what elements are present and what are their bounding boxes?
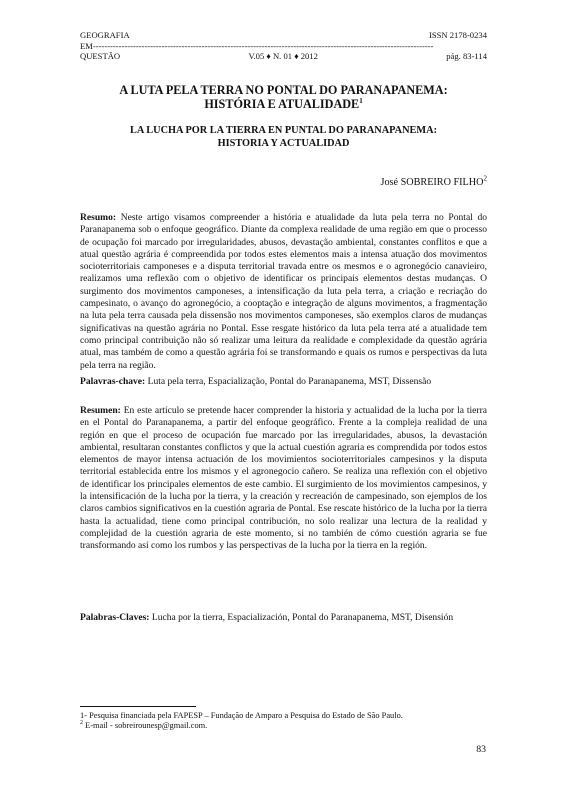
- keywords-portuguese: [80, 376, 487, 388]
- resumen-label: Resumen:: [80, 405, 121, 416]
- journal-name-line1: GEOGRAFIA: [80, 30, 130, 40]
- keywords-label: Palavras-chave:: [80, 376, 146, 387]
- footnote-divider: [80, 706, 196, 707]
- author: [380, 174, 487, 188]
- article-subtitle: [80, 124, 487, 150]
- footnote-2: [80, 721, 487, 731]
- footnote-2-mark: 2: [80, 720, 83, 727]
- subtitle-line2: HISTORIA Y ACTUALIDAD: [217, 138, 350, 149]
- title-line2: HISTÓRIA E ATUALIDADE: [204, 97, 360, 111]
- footnote-1: 1- Pesquisa financiada pela FAPESP – Fundação de Amparo a Pesquisa do Estado de São Paulo.: [80, 711, 403, 720]
- abstract-portuguese: [80, 212, 487, 372]
- resumen-text: En este artículo se pretende hacer comprender la historia y actualidad de la lucha por la tierra en el Pontal do Paranapanema, a partir del enfoque geográfico. Frente a la compleja realidad de una región en que el proceso de ocupación fue marcado por las irregularidades, abusos, la devastación ambiental, resultaran constantes conflictos y que la actual cuestión agraria es comprendida por todos estos elementos de mayor intensa actuación de los movimientos socioterritoriales campesinos y la disputa territorial establecida entre los mismos y el agronegocio cañero. Se realiza una reflexión con el objetivo de identificar los principales elementos de este cambio. El surgimiento de los movimientos campesinos, y la intensificación de la lucha por la tierra, y la creación y recreación de campesinado, son ejemplos de los claros cambios significativos en la cuestión agraria de Pontal. Ese rescate histórico de la lucha por la tierra hasta la actualidad, tiene como principal contribución, no solo realizar una lectura de la realidad y complejidad de la cuestión agraria de este momento, si no también de cómo cuestión agraria se fue transformando así como los rumbos y las perspectivas de la lucha por la tierra en la región.: [80, 405, 487, 552]
- author-footnote-mark: 2: [483, 174, 487, 183]
- palabras-claves-text: Lucha por la tierra, Espacialización, Pontal do Paranapanema, MST, Disensión: [151, 612, 454, 623]
- abstract-text: Neste artigo visamos compreender a história e atualidade da luta pela terra no Pontal do Paranapanema sob o enfoque geográfico. Diante da complexa realidade de uma região em que o processo de ocupação foi marcado por irregularidades, abusos, devastação ambiental, constantes conflitos e que a atual questão agrária é compreendida por todos estes elementos mais a intensa atuação dos movimentos socioterritoriais camponeses e a disputa territorial travada entre os mesmos e o agronegócio canavieiro, realizamos uma reflexão com o objetivo de identificar os principais elementos destas mudanças. O surgimento dos movimentos camponeses, a intensificação da luta pela terra, a criação e recriação do campesinato, o avanço do agronegócio, a cooptação e integração de alguns movimentos, a fragmentação na luta pela terra causada pela dissensão nos movimentos camponeses, são exemplos claros de mudanças significativas na questão agrária no Pontal. Esse resgate histórico da luta pela terra até a atualidade tem como principal contribuição não só realizar uma leitura da realidade e complexidade da questão agrária atual, mas também de como a questão agrária foi se transformando e quais os rumos e perspectivas da luta pela terra na região.: [80, 212, 487, 371]
- keywords-text: Luta pela terra, Espacialização, Pontal do Paranapanema, MST, Dissensão: [147, 376, 432, 387]
- issn: ISSN 2178-0234: [428, 30, 487, 40]
- keywords-spanish: [80, 612, 487, 624]
- footnote-2-text: E-mail - sobreirounesp@gmail.com.: [83, 721, 208, 731]
- abstract-label: Resumo:: [80, 212, 117, 223]
- page-number: 83: [476, 744, 486, 755]
- article-title: [80, 83, 487, 111]
- footnotes: [80, 711, 487, 732]
- page-range: pág. 83-114: [446, 51, 487, 61]
- title-line1: A LUTA PELA TERRA NO PONTAL DO PARANAPANEMA:: [119, 83, 448, 97]
- journal-header: [80, 30, 487, 62]
- journal-name-line3: QUESTÃO: [80, 51, 121, 61]
- abstract-spanish: [80, 405, 487, 553]
- palabras-claves-label: Palabras-Claves:: [80, 612, 150, 623]
- journal-name-line2: EM-----------------------------------------------------------------------------------------------------------------------: [80, 40, 434, 51]
- author-name: José SOBREIRO FILHO: [380, 177, 484, 188]
- volume-info: V.05 ♦ N. 01 ♦ 2012: [248, 51, 318, 61]
- title-footnote-mark: 1: [359, 96, 363, 105]
- subtitle-line1: LA LUCHA POR LA TIERRA EN PUNTAL DO PARANAPANEMA:: [129, 125, 438, 136]
